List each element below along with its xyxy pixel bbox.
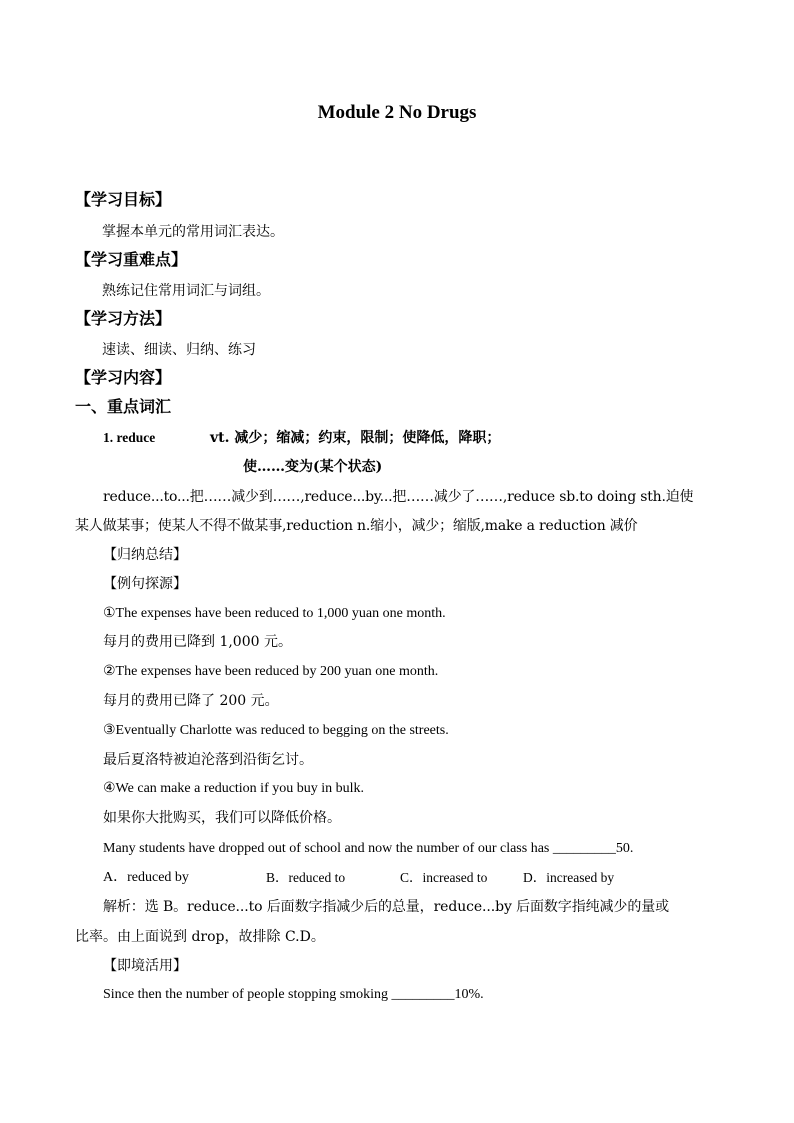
- objective-text: 掌握本单元的常用词汇表达。: [102, 224, 284, 240]
- analysis-line-1: 解析：选 B。reduce...to 后面数字指减少后的总量，reduce...by 后面数字指纯减少的量或: [103, 899, 670, 915]
- content-heading: 【学习内容】: [75, 368, 172, 387]
- example-4-zh: 如果你大批购买，我们可以降低价格。: [103, 810, 341, 826]
- method-text: 速读、细读、归纳、练习: [102, 342, 256, 358]
- example-3-zh: 最后夏洛特被迫沦落到沿街乞讨。: [103, 752, 313, 768]
- example-4-en: ④We can make a reduction if you buy in bulk.: [103, 781, 365, 796]
- option-c: C．increased to: [400, 870, 488, 885]
- method-heading: 【学习方法】: [75, 309, 172, 328]
- example-3-en: ③Eventually Charlotte was reduced to begging on the streets.: [103, 723, 449, 738]
- word-headword: 1. reduce: [103, 430, 156, 445]
- keypoints-text: 熟练记住常用词汇与词组。: [102, 283, 270, 299]
- summary-heading: 【归纳总结】: [103, 547, 187, 563]
- usage-line-2: 某人做某事；使某人不得不做某事,reduction n.缩小，减少；缩版,make a reduction 减价: [75, 518, 638, 534]
- option-b: B．reduced to: [266, 870, 346, 885]
- objective-heading: 【学习目标】: [75, 190, 172, 209]
- example-2-zh: 每月的费用已降了 200 元。: [103, 693, 279, 709]
- keypoints-heading: 【学习重难点】: [75, 250, 188, 269]
- examples-heading: 【例句探源】: [103, 576, 187, 592]
- option-a: A．reduced by: [103, 870, 189, 885]
- usage-line-1: reduce...to...把……减少到……,reduce...by...把……减少了……,reduce sb.to doing sth.迫使: [103, 489, 694, 505]
- analysis-line-2: 比率。由上面说到 drop，故排除 C.D。: [75, 929, 325, 945]
- practice-heading: 【即境活用】: [103, 958, 187, 974]
- page-title: Module 2 No Drugs: [317, 102, 477, 123]
- word-meaning: vt. 减少；缩减；约束，限制；使降低，降职；: [210, 430, 501, 446]
- question-stem: Many students have dropped out of school and now the number of our class has _________50.: [103, 841, 634, 856]
- option-d: D．increased by: [523, 870, 615, 885]
- example-1-zh: 每月的费用已降到 1,000 元。: [103, 634, 292, 650]
- example-1-en: ①The expenses have been reduced to 1,000 yuan one month.: [103, 606, 446, 621]
- example-2-en: ②The expenses have been reduced by 200 yuan one month.: [103, 664, 439, 679]
- word-meaning-cont: 使……变为(某个状态): [243, 459, 383, 475]
- part1-heading: 一、重点词汇: [75, 397, 172, 416]
- practice-text: Since then the number of people stopping smoking _________10%.: [103, 987, 484, 1002]
